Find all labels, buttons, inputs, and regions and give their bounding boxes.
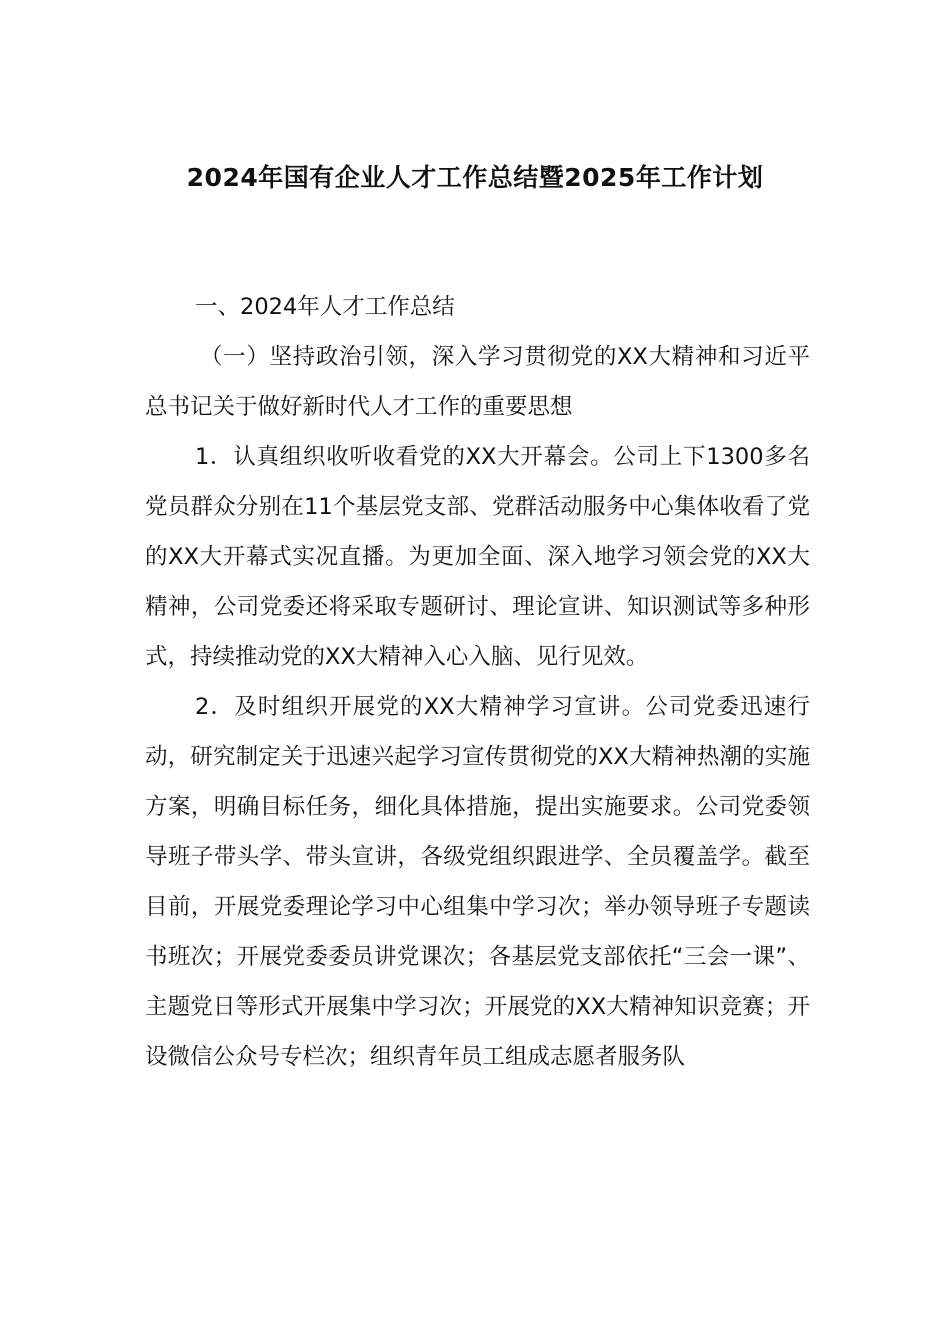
- body-paragraph: 1．认真组织收听收看党的XX大开幕会。公司上下1300多名党员群众分别在11个基层党支部、党群活动服务中心集体收看了党的XX大开幕式实况直播。为更加全面、深入地学习领会党的XX大精神，公司党委还将采取专题研讨、理论宣讲、知识测试等多种形式，持续推动党的XX大精神入心入脑、见行见效。: [145, 444, 810, 670]
- subsection-heading: （一）坚持政治引领，深入学习贯彻党的XX大精神和习近平总书记关于做好新时代人才工作的重要思想: [145, 344, 810, 420]
- document-title: 2024年国有企业人才工作总结暨2025年工作计划: [186, 163, 764, 192]
- body-paragraph: 2．及时组织开展党的XX大精神学习宣讲。公司党委迅速行动，研究制定关于迅速兴起学习宣传贯彻党的XX大精神热潮的实施方案，明确目标任务，细化具体措施，提出实施要求。公司党委领导班子带头学、带头宣讲，各级党组织跟进学、全员覆盖学。截至目前，开展党委理论学习中心组集中学习次；举办领导班子专题读书班次；开展党委委员讲党课次；各基层党支部依托“三会一课”、主题党日等形式开展集中学习次；开展党的XX大精神知识竞赛；开设微信公众号专栏次；组织青年员工组成志愿者服务队: [145, 694, 810, 1070]
- section-heading: 一、2024年人才工作总结: [195, 294, 455, 320]
- document-body: [145, 282, 810, 1082]
